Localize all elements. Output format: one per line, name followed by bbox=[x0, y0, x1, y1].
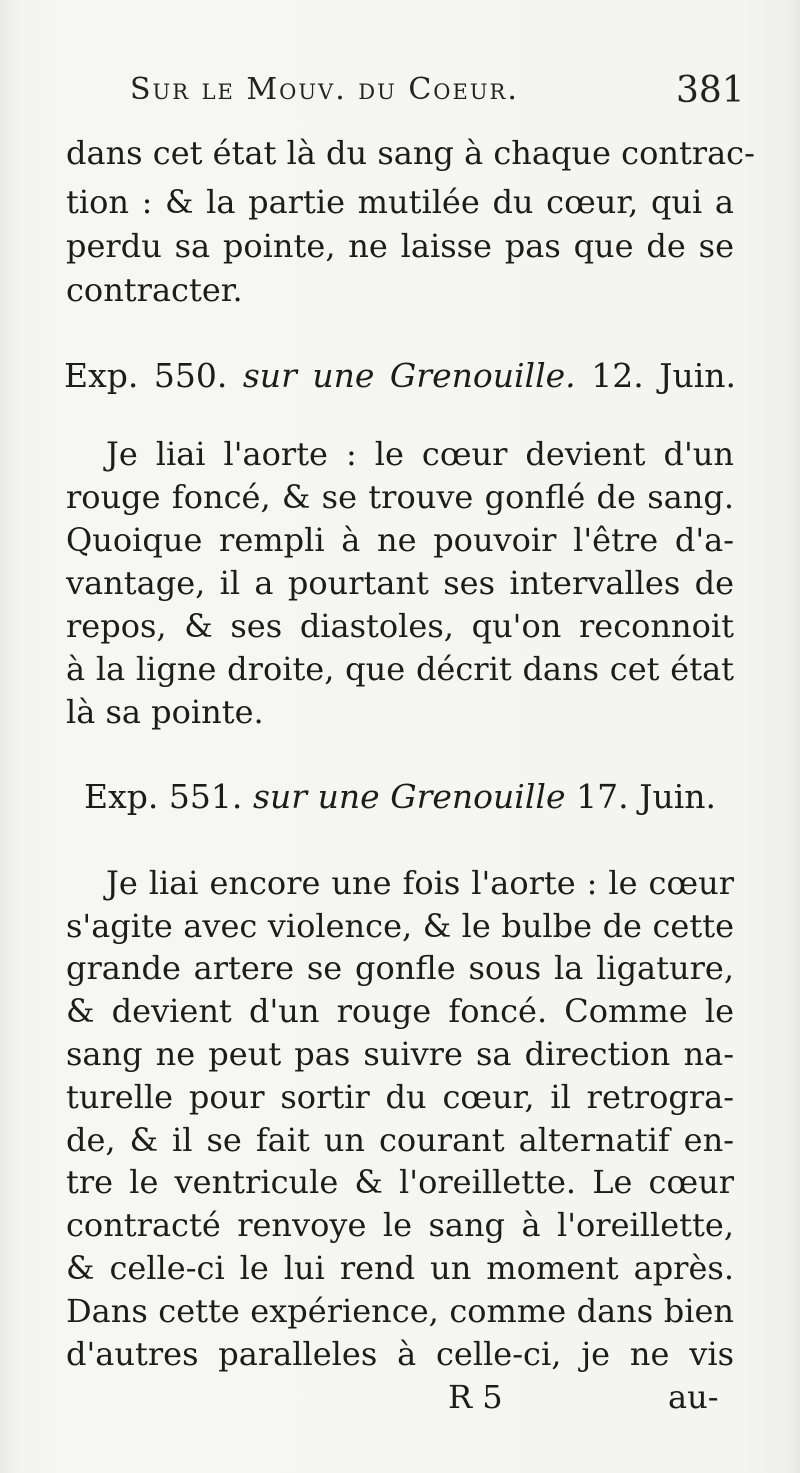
text-line: tre le ventricule & l'oreillette. Le cœur bbox=[66, 1163, 734, 1201]
text-line: Dans cette expérience, comme dans bien bbox=[66, 1292, 734, 1330]
text-line: & devient d'un rouge foncé. Comme le bbox=[66, 992, 734, 1030]
text-line: perdu sa pointe, ne laisse pas que de se bbox=[66, 227, 734, 265]
text-line: sang ne peut pas suivre sa direction na- bbox=[66, 1035, 734, 1073]
experiment-title: sur une Grenouille bbox=[253, 777, 566, 816]
text-line: contracté renvoye le sang à l'oreillette, bbox=[66, 1206, 734, 1244]
running-head: Sur le Mouv. du Coeur. bbox=[130, 72, 519, 107]
text-line: dans cet état là du sang à chaque contrac- bbox=[66, 134, 755, 172]
experiment-number: Exp. 550. bbox=[64, 356, 228, 395]
signature-mark: R 5 bbox=[448, 1378, 503, 1416]
text-line: repos, & ses diastoles, qu'on reconnoit bbox=[66, 607, 734, 645]
text-line: Je liai l'aorte : le cœur devient d'un bbox=[106, 435, 734, 473]
experiment-title: sur une Grenouille. bbox=[242, 356, 576, 395]
page-number: 381 bbox=[676, 70, 745, 111]
text-line: tion : & la partie mutilée du cœur, qui a bbox=[66, 183, 734, 221]
text-line: turelle pour sortir du cœur, il retrogra- bbox=[66, 1078, 734, 1116]
text-line: s'agite avec violence, & le bulbe de cette bbox=[66, 907, 734, 945]
text-line: & celle-ci le lui rend un moment après. bbox=[66, 1249, 734, 1287]
experiment-date: 17. Juin. bbox=[576, 777, 716, 816]
text-line: là sa pointe. bbox=[66, 693, 264, 731]
text-line: grande artere se gonfle sous la ligature, bbox=[66, 949, 734, 987]
text-line: de, & il se fait un courant alternatif en- bbox=[66, 1121, 734, 1159]
experiment-551-heading bbox=[84, 775, 716, 819]
experiment-date: 12. Juin. bbox=[591, 356, 737, 395]
experiment-550-heading bbox=[64, 354, 736, 398]
catchword: au- bbox=[668, 1378, 719, 1416]
text-line: d'autres paralleles à celle-ci, je ne vis bbox=[66, 1335, 734, 1373]
text-line: Je liai encore une fois l'aorte : le cœur bbox=[106, 864, 734, 902]
experiment-number: Exp. 551. bbox=[84, 777, 243, 816]
text-line: vantage, il a pourtant ses intervalles de bbox=[66, 564, 734, 602]
text-line: à la ligne droite, que décrit dans cet état bbox=[66, 650, 734, 688]
text-line: contracter. bbox=[66, 271, 243, 309]
text-line: rouge foncé, & se trouve gonflé de sang. bbox=[66, 478, 734, 516]
text-line: Quoique rempli à ne pouvoir l'être d'a- bbox=[66, 521, 734, 559]
